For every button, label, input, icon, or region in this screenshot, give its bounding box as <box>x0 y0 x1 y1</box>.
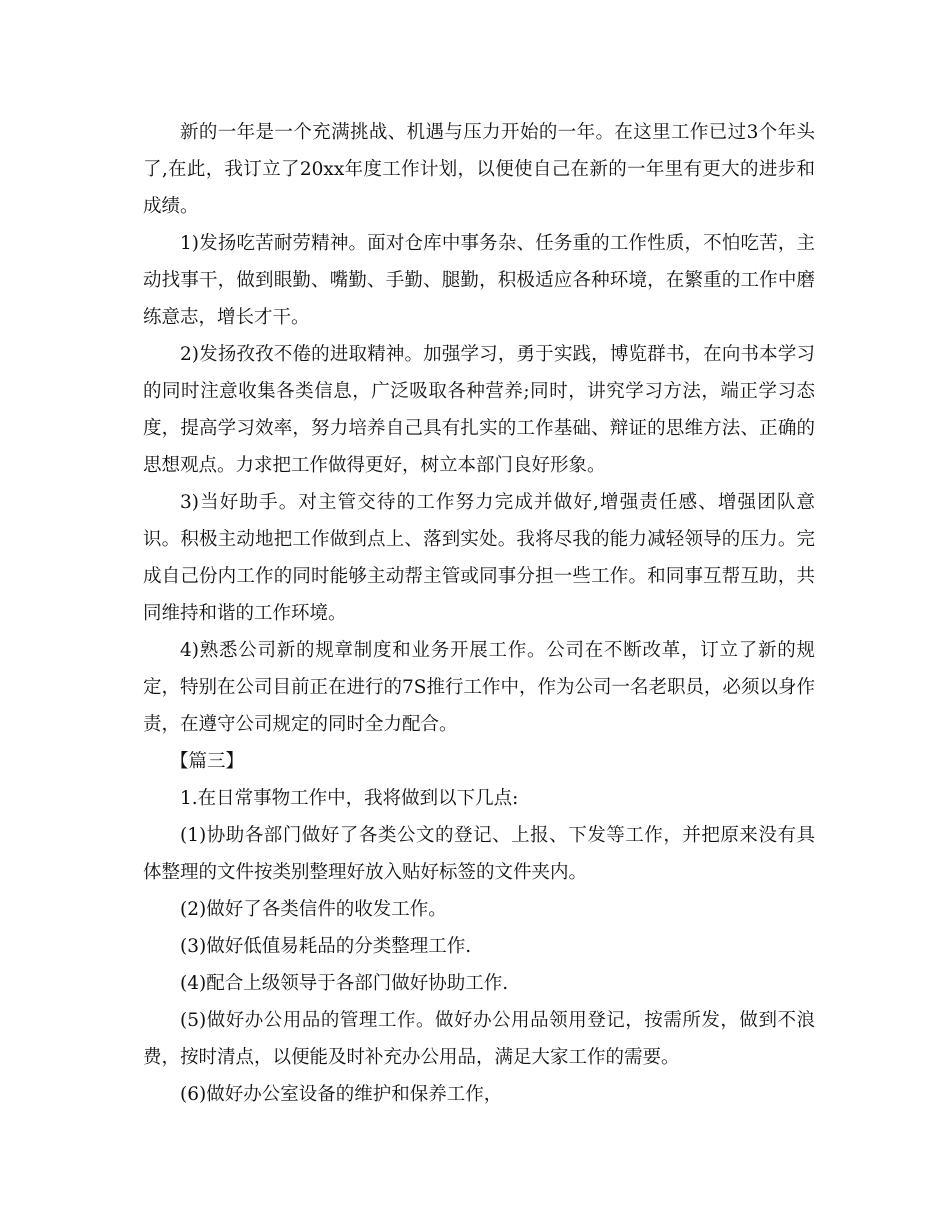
plan-item-4: 4)熟悉公司新的规章制度和业务开展工作。公司在不断改革，订立了新的规定，特别在公司目前正在进行的7S推行工作中，作为公司一名老职员，必须以身作责，在遵守公司规定的同时全力配合。 <box>143 640 815 735</box>
task-item-1: (1)协助各部门做好了各类公文的登记、上报、下发等工作，并把原来没有具体整理的文件按类别整理好放入贴好标签的文件夹内。 <box>143 825 815 883</box>
task-item-6: (6)做好办公室设备的维护和保养工作， <box>180 1084 503 1105</box>
document-page <box>143 114 815 1113</box>
task-item-5: (5)做好办公用品的管理工作。做好办公用品领用登记，按需所发，做到不浪费，按时清点，以便能及时补充办公用品，满足大家工作的需要。 <box>143 1010 815 1068</box>
section-heading: 【篇三】 <box>170 751 245 772</box>
task-item-4: (4)配合上级领导于各部门做好协助工作. <box>180 973 509 994</box>
task-item-2: (2)做好了各类信件的收发工作。 <box>180 899 447 920</box>
section-intro: 1.在日常事物工作中，我将做到以下几点: <box>180 788 519 809</box>
task-item-3: (3)做好低值易耗品的分类整理工作. <box>180 936 472 957</box>
plan-item-1: 1)发扬吃苦耐劳精神。面对仓库中事务杂、任务重的工作性质，不怕吃苦，主动找事干，做到眼勤、嘴勤、手勤、腿勤，积极适应各种环境，在繁重的工作中磨练意志，增长才干。 <box>143 233 815 328</box>
plan-item-2: 2)发扬孜孜不倦的进取精神。加强学习，勇于实践，博览群书，在向书本学习的同时注意收集各类信息，广泛吸取各种营养;同时，讲究学习方法，端正学习态度，提高学习效率，努力培养自己具有扎实的工作基础、辩证的思维方法、正确的思想观点。力求把工作做得更好，树立本部门良好形象。 <box>143 344 815 476</box>
plan-item-3: 3)当好助手。对主管交待的工作努力完成并做好,增强责任感、增强团队意识。积极主动地把工作做到点上、落到实处。我将尽我的能力减轻领导的压力。完成自己份内工作的同时能够主动帮主管或同事分担一些工作。和同事互帮互助，共同维持和谐的工作环境。 <box>143 492 815 624</box>
intro-paragraph: 新的一年是一个充满挑战、机遇与压力开始的一年。在这里工作已过3个年头了,在此，我订立了20xx年度工作计划，以便使自己在新的一年里有更大的进步和成绩。 <box>143 122 815 217</box>
